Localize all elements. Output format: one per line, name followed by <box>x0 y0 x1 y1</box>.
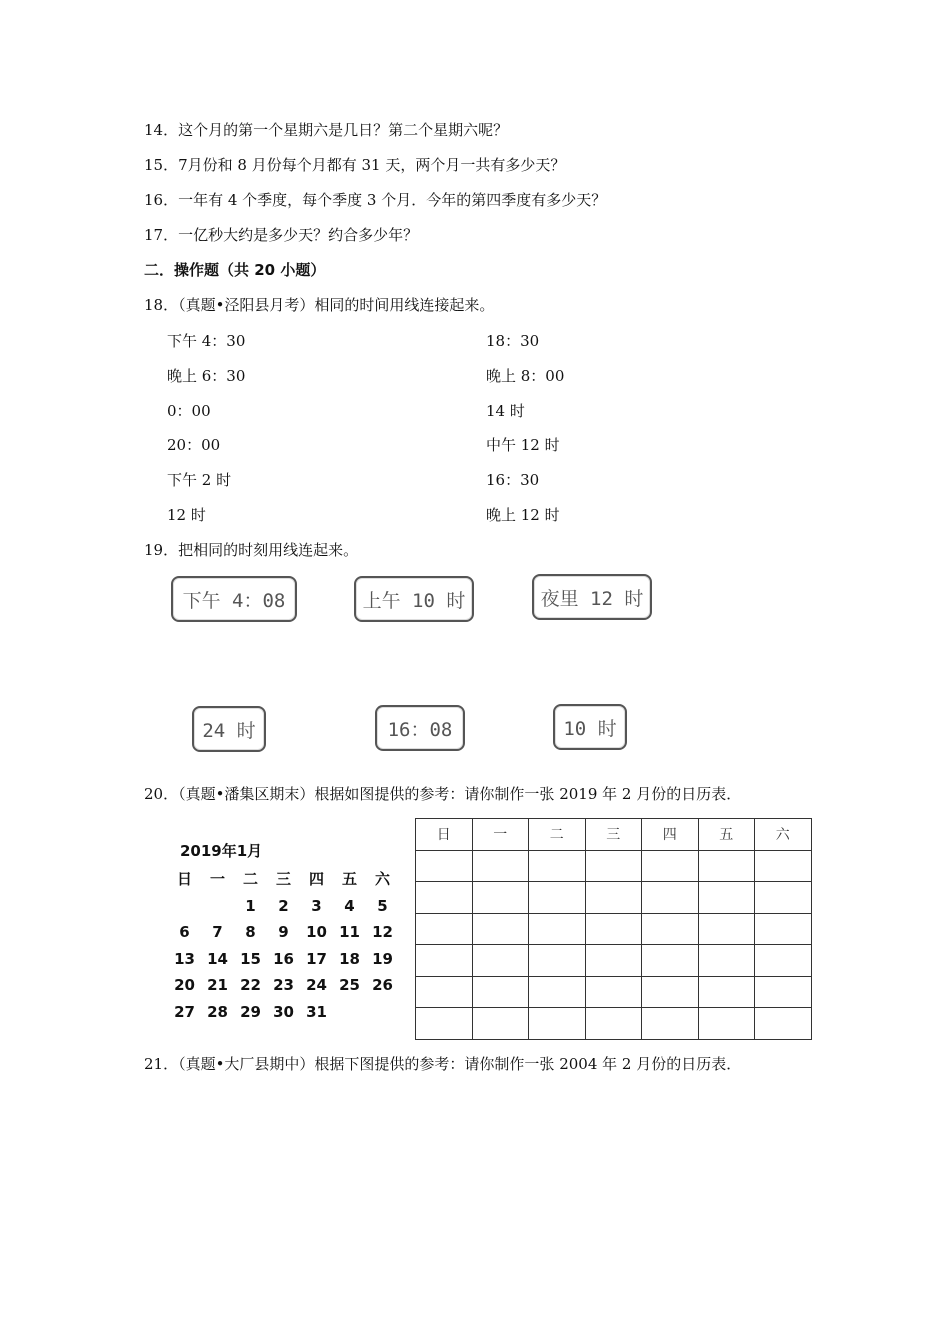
q18-right-item: 晚上 12 时 <box>486 506 560 524</box>
blank-cell <box>642 976 699 1008</box>
calendar-day: 6 <box>179 923 190 941</box>
q18-right-item: 14 时 <box>486 402 525 420</box>
blank-cell <box>529 850 586 882</box>
calendar-day: 2 <box>278 896 289 915</box>
blank-cell <box>472 882 529 914</box>
calendar-day <box>201 893 234 920</box>
blank-cell <box>585 850 642 882</box>
blank-cell <box>416 882 473 914</box>
calendar-day: 8 <box>245 923 256 941</box>
question-15: 15．7月份和 8 月份每个月都有 31 天，两个月一共有多少天？ <box>144 156 566 174</box>
calendar-day: 31 <box>306 1002 327 1021</box>
blank-calendar-header: 日 <box>416 819 473 851</box>
q18-right-item: 18：30 <box>486 332 540 350</box>
blank-calendar-header: 一 <box>472 819 529 851</box>
question-17: 17．一亿秒大约是多少天？约合多少年？ <box>144 226 419 244</box>
q19-bottom-box: 24 时 <box>192 706 266 752</box>
blank-cell <box>416 850 473 882</box>
question-16: 16．一年有 4 个季度，每个季度 3 个月．今年的第四季度有多少天？ <box>144 191 607 209</box>
reference-calendar-title: 2019年1月 <box>180 842 263 860</box>
blank-cell <box>529 945 586 977</box>
q18-left-item: 0：00 <box>167 402 211 420</box>
blank-calendar-header: 三 <box>585 819 642 851</box>
blank-cell <box>472 976 529 1008</box>
blank-cell <box>698 850 755 882</box>
blank-calendar-row <box>416 976 812 1008</box>
blank-cell <box>698 945 755 977</box>
calendar-day: 21 <box>207 976 228 994</box>
calendar-day: 25 <box>339 976 360 994</box>
blank-cell <box>472 945 529 977</box>
calendar-week-row <box>168 893 399 920</box>
calendar-day: 10 <box>306 923 327 941</box>
q18-right-item: 中午 12 时 <box>486 436 560 454</box>
question-21: 21．（真题•大厂县期中）根据下图提供的参考：请你制作一张 2004 年 2 月份的日历表． <box>144 1055 742 1073</box>
q18-left-item: 12 时 <box>167 506 206 524</box>
q19-top-box: 夜里 12 时 <box>532 574 652 620</box>
blank-cell <box>416 1008 473 1040</box>
calendar-day: 3 <box>311 896 322 915</box>
blank-cell <box>642 913 699 945</box>
calendar-day: 1 <box>245 896 256 915</box>
calendar-day: 15 <box>240 949 261 968</box>
blank-cell <box>642 882 699 914</box>
q18-left-item: 下午 4：30 <box>167 332 246 350</box>
blank-calendar-row <box>416 850 812 882</box>
calendar-day: 20 <box>174 976 195 994</box>
blank-cell <box>416 945 473 977</box>
calendar-day <box>366 999 399 1026</box>
blank-calendar-table <box>415 818 812 1040</box>
calendar-day: 26 <box>372 976 393 994</box>
q18-right-item: 晚上 8：00 <box>486 367 565 385</box>
calendar-day: 24 <box>306 976 327 994</box>
calendar-day <box>168 893 201 920</box>
calendar-day: 30 <box>273 1002 294 1021</box>
weekday-label: 五 <box>341 870 357 888</box>
blank-cell <box>529 882 586 914</box>
blank-calendar-row <box>416 945 812 977</box>
blank-cell <box>755 1008 812 1040</box>
blank-cell <box>416 913 473 945</box>
calendar-day: 29 <box>240 1002 261 1021</box>
calendar-week-row <box>168 946 399 973</box>
blank-cell <box>755 850 812 882</box>
reference-calendar <box>168 866 399 1025</box>
weekday-label: 三 <box>275 870 291 888</box>
calendar-day: 18 <box>339 949 360 968</box>
blank-cell <box>755 882 812 914</box>
calendar-day: 11 <box>339 923 360 941</box>
blank-cell <box>642 1008 699 1040</box>
blank-cell <box>529 913 586 945</box>
blank-cell <box>642 850 699 882</box>
calendar-day: 27 <box>174 1002 195 1021</box>
blank-cell <box>698 913 755 945</box>
blank-cell <box>585 945 642 977</box>
blank-cell <box>642 945 699 977</box>
calendar-day: 4 <box>344 896 355 915</box>
blank-calendar-header: 四 <box>642 819 699 851</box>
question-19: 19．把相同的时刻用线连起来。 <box>144 541 359 559</box>
blank-cell <box>585 1008 642 1040</box>
question-18: 18．（真题•泾阳县月考）相同的时间用线连接起来。 <box>144 296 495 314</box>
blank-cell <box>698 1008 755 1040</box>
blank-cell <box>585 882 642 914</box>
calendar-day: 16 <box>273 949 294 968</box>
question-14: 14．这个月的第一个星期六是几日？第二个星期六呢？ <box>144 121 509 139</box>
q19-bottom-box: 16：08 <box>375 705 465 751</box>
calendar-day: 7 <box>212 923 223 941</box>
calendar-day: 23 <box>273 976 294 994</box>
calendar-week-row <box>168 999 399 1026</box>
calendar-day: 17 <box>306 949 327 968</box>
q18-right-item: 16：30 <box>486 471 540 489</box>
question-20: 20．（真题•潘集区期末）根据如图提供的参考：请你制作一张 2019 年 2 月份的日历表． <box>144 785 742 803</box>
calendar-weekday-row <box>168 866 399 893</box>
section-heading: 二．操作题（共 20 小题） <box>144 261 326 279</box>
q18-left-item: 晚上 6：30 <box>167 367 246 385</box>
calendar-week-row <box>168 972 399 999</box>
calendar-day: 9 <box>278 923 289 941</box>
blank-cell <box>585 913 642 945</box>
calendar-day: 19 <box>372 949 393 968</box>
blank-cell <box>529 1008 586 1040</box>
q19-top-box: 上午 10 时 <box>354 576 474 622</box>
q18-left-item: 下午 2 时 <box>167 471 232 489</box>
calendar-day: 28 <box>207 1002 228 1021</box>
blank-calendar-header-row <box>416 819 812 851</box>
weekday-label: 二 <box>242 870 258 888</box>
calendar-day: 5 <box>377 896 388 915</box>
blank-cell <box>529 976 586 1008</box>
q18-left-item: 20：00 <box>167 436 221 454</box>
blank-cell <box>755 945 812 977</box>
weekday-label: 一 <box>209 870 225 888</box>
blank-cell <box>416 976 473 1008</box>
blank-calendar-header: 二 <box>529 819 586 851</box>
blank-cell <box>585 976 642 1008</box>
blank-calendar-header: 六 <box>755 819 812 851</box>
blank-cell <box>472 913 529 945</box>
blank-cell <box>698 976 755 1008</box>
calendar-day: 14 <box>207 949 228 968</box>
blank-cell <box>472 850 529 882</box>
q19-bottom-box: 10 时 <box>553 704 627 750</box>
calendar-day: 13 <box>174 949 195 968</box>
blank-cell <box>755 976 812 1008</box>
blank-cell <box>755 913 812 945</box>
calendar-week-row <box>168 919 399 946</box>
blank-calendar-row <box>416 1008 812 1040</box>
calendar-day <box>333 999 366 1026</box>
blank-calendar-header: 五 <box>698 819 755 851</box>
weekday-label: 四 <box>308 870 324 888</box>
blank-cell <box>472 1008 529 1040</box>
weekday-label: 日 <box>176 870 192 888</box>
blank-calendar-row <box>416 882 812 914</box>
q19-top-box: 下午 4：08 <box>171 576 297 622</box>
blank-calendar-row <box>416 913 812 945</box>
calendar-day: 22 <box>240 976 261 994</box>
weekday-label: 六 <box>374 870 390 888</box>
blank-cell <box>698 882 755 914</box>
calendar-day: 12 <box>372 923 393 941</box>
